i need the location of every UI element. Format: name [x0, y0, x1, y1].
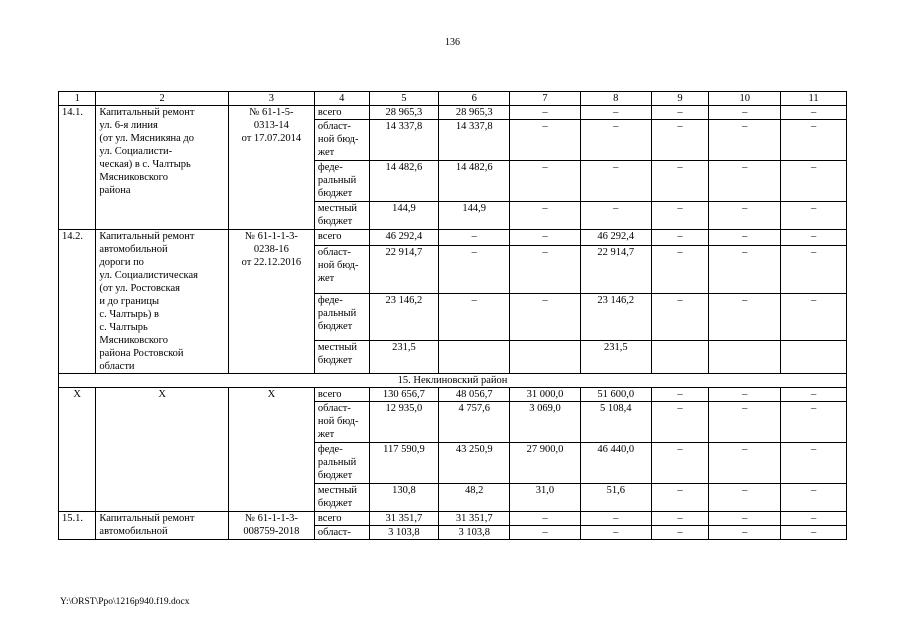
amount-cell: – — [580, 526, 651, 540]
table-row — [59, 230, 847, 246]
section-row — [59, 374, 847, 388]
amount-cell: – — [510, 246, 581, 294]
amount-cell: 31 000,0 — [510, 388, 581, 402]
document-number: № 61-1-1-3- 0238-16 от 22.12.2016 — [228, 230, 314, 374]
amount-cell: – — [510, 106, 581, 120]
amount-cell: 14 337,8 — [439, 120, 510, 161]
amount-cell: 130,8 — [369, 484, 439, 512]
amount-cell: – — [709, 388, 781, 402]
document-number: № 61-1-5- 0313-14 от 17.07.2014 — [228, 106, 314, 230]
amount-cell: – — [709, 202, 781, 230]
amount-cell: – — [781, 230, 847, 246]
amount-cell: – — [651, 161, 709, 202]
amount-cell: – — [510, 202, 581, 230]
amount-cell: – — [651, 106, 709, 120]
amount-cell: 22 914,7 — [580, 246, 651, 294]
amount-cell: – — [709, 106, 781, 120]
funding-source: област- ной бюд- жет — [314, 120, 369, 161]
funding-source: феде- ральный бюджет — [314, 443, 369, 484]
page-number: 136 — [445, 37, 460, 48]
amount-cell: – — [651, 202, 709, 230]
amount-cell: 14 337,8 — [369, 120, 439, 161]
amount-cell: – — [651, 526, 709, 540]
amount-cell: 46 440,0 — [580, 443, 651, 484]
amount-cell: – — [510, 120, 581, 161]
amount-cell: – — [781, 512, 847, 526]
file-path-footer: Y:\ORST\Ppo\1216p940.f19.docx — [60, 597, 190, 607]
amount-cell: – — [651, 443, 709, 484]
amount-cell: – — [781, 202, 847, 230]
item-number: Х — [59, 388, 96, 512]
amount-cell: – — [781, 402, 847, 443]
funding-source: феде- ральный бюджет — [314, 293, 369, 341]
amount-cell: 51 600,0 — [580, 388, 651, 402]
column-number: 11 — [781, 92, 847, 106]
amount-cell: – — [781, 120, 847, 161]
funding-source: местный бюджет — [314, 202, 369, 230]
amount-cell: 231,5 — [580, 341, 651, 374]
amount-cell: 28 965,3 — [439, 106, 510, 120]
funding-source: всего — [314, 230, 369, 246]
funding-source: местный бюджет — [314, 341, 369, 374]
funding-source: област- ной бюд- жет — [314, 402, 369, 443]
amount-cell — [651, 341, 709, 374]
object-name: Капитальный ремонт автомобильной дороги по ул. Социалистическая (от ул. Ростовская и до границы с. Чалтырь) в с. Чалтырь Мясниковского района Ростовской области — [96, 230, 229, 374]
amount-cell: 31,0 — [510, 484, 581, 512]
amount-cell: 31 351,7 — [369, 512, 439, 526]
amount-cell: 48,2 — [439, 484, 510, 512]
amount-cell: – — [651, 120, 709, 161]
amount-cell: 23 146,2 — [369, 293, 439, 341]
amount-cell: – — [709, 230, 781, 246]
amount-cell: – — [651, 293, 709, 341]
funding-source: всего — [314, 512, 369, 526]
budget-table — [58, 91, 847, 540]
amount-cell: 12 935,0 — [369, 402, 439, 443]
amount-cell: 43 250,9 — [439, 443, 510, 484]
object-name: Капитальный ремонт автомобильной — [96, 512, 229, 540]
amount-cell: – — [580, 202, 651, 230]
amount-cell: – — [709, 484, 781, 512]
section-title: 15. Неклиновский район — [59, 374, 847, 388]
column-number-row — [59, 92, 847, 106]
amount-cell: – — [781, 388, 847, 402]
funding-source: феде- ральный бюджет — [314, 161, 369, 202]
funding-source: местный бюджет — [314, 484, 369, 512]
document-number: Х — [228, 388, 314, 512]
amount-cell: 144,9 — [439, 202, 510, 230]
amount-cell: – — [651, 230, 709, 246]
amount-cell: – — [709, 402, 781, 443]
amount-cell: – — [439, 246, 510, 294]
amount-cell: – — [510, 161, 581, 202]
amount-cell: 144,9 — [369, 202, 439, 230]
amount-cell: 3 103,8 — [439, 526, 510, 540]
table-row — [59, 512, 847, 526]
amount-cell: 31 351,7 — [439, 512, 510, 526]
amount-cell: 3 069,0 — [510, 402, 581, 443]
amount-cell: – — [709, 443, 781, 484]
amount-cell: 4 757,6 — [439, 402, 510, 443]
amount-cell: 46 292,4 — [369, 230, 439, 246]
column-number: 1 — [59, 92, 96, 106]
amount-cell: 48 056,7 — [439, 388, 510, 402]
amount-cell: – — [510, 230, 581, 246]
column-number: 6 — [439, 92, 510, 106]
item-number: 14.2. — [59, 230, 96, 374]
amount-cell: – — [781, 161, 847, 202]
amount-cell: – — [439, 230, 510, 246]
amount-cell: – — [781, 246, 847, 294]
item-number: 15.1. — [59, 512, 96, 540]
amount-cell: – — [510, 512, 581, 526]
amount-cell: – — [781, 526, 847, 540]
object-name: Капитальный ремонт ул. 6-я линия (от ул. Мясникяна до ул. Социалисти- ческая) в с. Чалтырь Мясниковского района — [96, 106, 229, 230]
amount-cell: 51,6 — [580, 484, 651, 512]
amount-cell: 14 482,6 — [439, 161, 510, 202]
amount-cell: – — [439, 293, 510, 341]
amount-cell — [781, 341, 847, 374]
amount-cell: – — [651, 512, 709, 526]
column-number: 7 — [510, 92, 581, 106]
amount-cell: 117 590,9 — [369, 443, 439, 484]
amount-cell: – — [781, 106, 847, 120]
amount-cell: – — [651, 484, 709, 512]
column-number: 8 — [580, 92, 651, 106]
amount-cell: – — [709, 526, 781, 540]
amount-cell: 22 914,7 — [369, 246, 439, 294]
amount-cell: – — [651, 246, 709, 294]
amount-cell: – — [781, 484, 847, 512]
amount-cell: – — [580, 120, 651, 161]
amount-cell: – — [580, 512, 651, 526]
amount-cell: – — [781, 443, 847, 484]
amount-cell — [439, 341, 510, 374]
document-number: № 61-1-1-3- 008759-2018 — [228, 512, 314, 540]
item-number: 14.1. — [59, 106, 96, 230]
amount-cell: 14 482,6 — [369, 161, 439, 202]
amount-cell: – — [510, 293, 581, 341]
column-number: 2 — [96, 92, 229, 106]
column-number: 3 — [228, 92, 314, 106]
amount-cell: 27 900,0 — [510, 443, 581, 484]
column-number: 5 — [369, 92, 439, 106]
amount-cell: – — [709, 512, 781, 526]
funding-source: област- — [314, 526, 369, 540]
amount-cell: – — [709, 120, 781, 161]
amount-cell: 23 146,2 — [580, 293, 651, 341]
funding-source: всего — [314, 388, 369, 402]
amount-cell: – — [580, 106, 651, 120]
table-row — [59, 106, 847, 120]
amount-cell: 3 103,8 — [369, 526, 439, 540]
amount-cell: 130 656,7 — [369, 388, 439, 402]
column-number: 4 — [314, 92, 369, 106]
column-number: 9 — [651, 92, 709, 106]
funding-source: област- ной бюд- жет — [314, 246, 369, 294]
amount-cell: 5 108,4 — [580, 402, 651, 443]
amount-cell: 231,5 — [369, 341, 439, 374]
column-number: 10 — [709, 92, 781, 106]
object-name: Х — [96, 388, 229, 512]
amount-cell: – — [709, 161, 781, 202]
amount-cell: 46 292,4 — [580, 230, 651, 246]
table-row — [59, 388, 847, 402]
amount-cell — [709, 341, 781, 374]
amount-cell: 28 965,3 — [369, 106, 439, 120]
funding-source: всего — [314, 106, 369, 120]
amount-cell: – — [781, 293, 847, 341]
amount-cell — [510, 341, 581, 374]
amount-cell: – — [651, 402, 709, 443]
amount-cell: – — [580, 161, 651, 202]
amount-cell: – — [709, 246, 781, 294]
amount-cell: – — [709, 293, 781, 341]
amount-cell: – — [651, 388, 709, 402]
amount-cell: – — [510, 526, 581, 540]
